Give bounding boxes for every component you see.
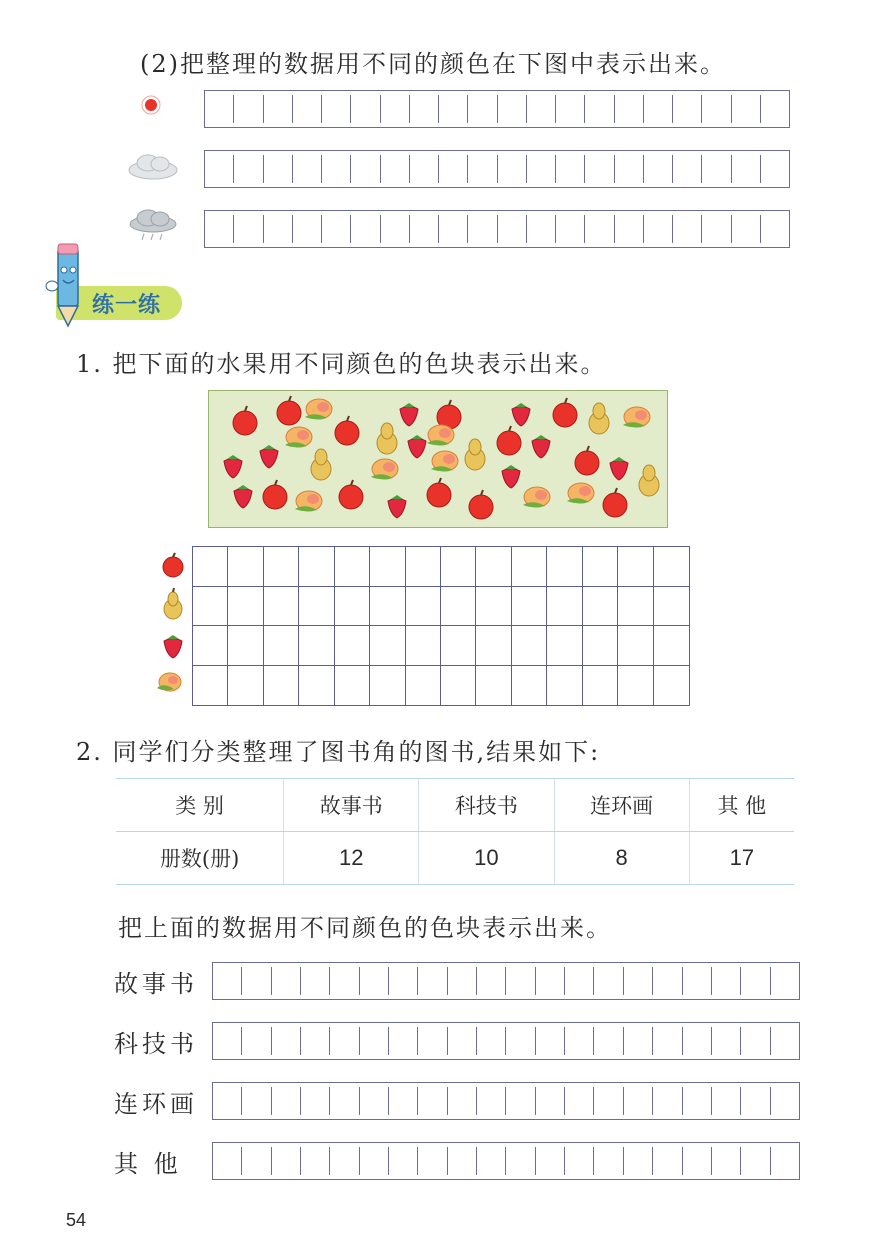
grid-cell[interactable] [322, 215, 351, 243]
grid-cell[interactable] [702, 215, 731, 243]
grid-cell[interactable] [205, 95, 234, 123]
grid-cell[interactable] [389, 967, 418, 995]
grid-cell[interactable] [193, 587, 228, 627]
grid-cell[interactable] [299, 666, 334, 706]
grid-cell[interactable] [653, 1087, 682, 1115]
grid-cell[interactable] [322, 155, 351, 183]
grid-cell[interactable] [583, 587, 618, 627]
grid-cell[interactable] [335, 547, 370, 587]
pencil-mascot-icon [44, 240, 94, 330]
grid-cell[interactable] [536, 967, 565, 995]
peach-icon [431, 451, 458, 471]
grid-cell[interactable] [583, 666, 618, 706]
table-row [116, 832, 794, 885]
header-cell: 其 他 [689, 779, 794, 832]
table-header-row [116, 779, 794, 832]
grid-cell[interactable] [702, 95, 731, 123]
grid-cell[interactable] [594, 1147, 623, 1175]
grid-cell[interactable] [468, 215, 497, 243]
grid-cell[interactable] [234, 215, 263, 243]
peach-icon [623, 407, 650, 427]
grid-cell[interactable] [264, 155, 293, 183]
grid-cell[interactable] [618, 626, 653, 666]
science-book-bar-grid[interactable] [212, 1022, 800, 1060]
grid-cell[interactable] [351, 95, 380, 123]
grid-cell[interactable] [536, 1087, 565, 1115]
grid-cell[interactable] [360, 1027, 389, 1055]
grid-cell[interactable] [330, 1147, 359, 1175]
grid-cell[interactable] [476, 626, 511, 666]
apple-icon [339, 480, 363, 509]
peach-icon [427, 425, 454, 445]
row-label-science: 科技书 [114, 1030, 198, 1058]
grid-cell[interactable] [228, 547, 263, 587]
grid-cell[interactable] [476, 666, 511, 706]
strawberry-icon [408, 435, 426, 458]
grid-cell[interactable] [448, 1147, 477, 1175]
grid-cell[interactable] [441, 626, 476, 666]
grid-cell[interactable] [506, 1147, 535, 1175]
grid-cell[interactable] [441, 587, 476, 627]
grid-cell[interactable] [468, 95, 497, 123]
grid-cell[interactable] [771, 1147, 799, 1175]
grid-cell[interactable] [624, 1027, 653, 1055]
header-cell: 类 别 [116, 779, 284, 832]
comic-book-bar-grid[interactable] [212, 1082, 800, 1120]
practice-badge-label: 练一练 [92, 292, 162, 318]
grid-cell[interactable] [653, 967, 682, 995]
grid-cell[interactable] [441, 666, 476, 706]
grid-cell[interactable] [381, 95, 410, 123]
grid-cell[interactable] [193, 547, 228, 587]
grid-cell[interactable] [410, 95, 439, 123]
grid-cell[interactable] [193, 626, 228, 666]
grid-cell[interactable] [618, 587, 653, 627]
grid-cell[interactable] [512, 547, 547, 587]
grid-cell[interactable] [741, 1027, 770, 1055]
pear-icon [377, 423, 397, 454]
grid-cell[interactable] [370, 547, 405, 587]
row-label-cell: 册数(册) [116, 832, 284, 885]
strawberry-icon [502, 465, 520, 488]
strawberry-icon [224, 455, 242, 478]
rain-bar-grid[interactable] [204, 210, 790, 248]
grid-cell[interactable] [732, 215, 761, 243]
grid-cell[interactable] [351, 155, 380, 183]
grid-cell[interactable] [583, 547, 618, 587]
grid-cell[interactable] [506, 967, 535, 995]
fruit-picture [208, 390, 668, 528]
grid-cell[interactable] [360, 1087, 389, 1115]
grid-cell[interactable] [615, 155, 644, 183]
grid-cell[interactable] [439, 95, 468, 123]
grid-cell[interactable] [213, 1147, 242, 1175]
grid-cell[interactable] [741, 1147, 770, 1175]
grid-cell[interactable] [228, 626, 263, 666]
grid-cell[interactable] [624, 1147, 653, 1175]
grid-cell[interactable] [683, 1147, 712, 1175]
q2-prompt: 2. 同学们分类整理了图书角的图书,结果如下: [76, 738, 601, 766]
grid-cell[interactable] [264, 215, 293, 243]
grid-cell[interactable] [624, 1087, 653, 1115]
grid-cell[interactable] [476, 547, 511, 587]
row-label-story: 故事书 [114, 970, 198, 998]
strawberry-icon [512, 403, 530, 426]
grid-cell[interactable] [547, 587, 582, 627]
grid-cell[interactable] [585, 215, 614, 243]
grid-cell[interactable] [477, 1027, 506, 1055]
grid-cell[interactable] [272, 1147, 301, 1175]
value-cell: 12 [284, 832, 419, 885]
peach-icon [523, 487, 550, 507]
grid-cell[interactable] [389, 1027, 418, 1055]
grid-cell[interactable] [293, 215, 322, 243]
grid-cell[interactable] [512, 626, 547, 666]
strawberry-icon [400, 403, 418, 426]
grid-cell[interactable] [381, 215, 410, 243]
grid-cell[interactable] [594, 1027, 623, 1055]
grid-cell[interactable] [370, 626, 405, 666]
grid-cell[interactable] [293, 155, 322, 183]
grid-cell[interactable] [654, 547, 689, 587]
grid-cell[interactable] [771, 1087, 799, 1115]
grid-cell[interactable] [213, 967, 242, 995]
apple-icon [335, 416, 359, 445]
grid-cell[interactable] [406, 587, 441, 627]
peach-icon [154, 668, 188, 694]
grid-cell[interactable] [732, 95, 761, 123]
grid-cell[interactable] [712, 1087, 741, 1115]
apple-icon [497, 426, 521, 455]
grid-cell[interactable] [389, 1147, 418, 1175]
peach-icon [295, 491, 322, 511]
grid-cell[interactable] [527, 215, 556, 243]
grid-cell[interactable] [585, 95, 614, 123]
pear-icon [160, 588, 186, 620]
grid-cell[interactable] [547, 666, 582, 706]
grid-cell[interactable] [213, 1087, 242, 1115]
peach-icon [371, 459, 398, 479]
grid-cell[interactable] [360, 967, 389, 995]
grid-cell[interactable] [615, 95, 644, 123]
cloud-icon [126, 150, 180, 182]
grid-cell[interactable] [477, 1147, 506, 1175]
grid-cell[interactable] [410, 215, 439, 243]
grid-cell[interactable] [264, 626, 299, 666]
value-cell: 10 [419, 832, 554, 885]
grid-cell[interactable] [624, 967, 653, 995]
grid-cell[interactable] [242, 1147, 271, 1175]
grid-cell[interactable] [654, 626, 689, 666]
grid-cell[interactable] [536, 1027, 565, 1055]
grid-cell[interactable] [370, 666, 405, 706]
grid-cell[interactable] [594, 1087, 623, 1115]
grid-cell[interactable] [565, 1027, 594, 1055]
cloud-bar-grid[interactable] [204, 150, 790, 188]
grid-cell[interactable] [654, 587, 689, 627]
peach-icon [305, 399, 332, 419]
grid-cell[interactable] [771, 1027, 799, 1055]
grid-cell[interactable] [712, 1147, 741, 1175]
grid-cell[interactable] [335, 626, 370, 666]
grid-cell[interactable] [673, 155, 702, 183]
grid-cell[interactable] [381, 155, 410, 183]
grid-cell[interactable] [205, 155, 234, 183]
grid-cell[interactable] [301, 1027, 330, 1055]
value-cell: 17 [689, 832, 794, 885]
grid-cell[interactable] [406, 547, 441, 587]
grid-cell[interactable] [618, 666, 653, 706]
strawberry-icon [610, 457, 628, 480]
grid-cell[interactable] [771, 967, 799, 995]
fruit-scatter [209, 391, 666, 526]
grid-cell[interactable] [322, 95, 351, 123]
grid-cell[interactable] [242, 1027, 271, 1055]
grid-cell[interactable] [556, 155, 585, 183]
grid-cell[interactable] [683, 1027, 712, 1055]
row-label-comic: 连环画 [114, 1090, 198, 1118]
value-cell: 8 [554, 832, 689, 885]
grid-cell[interactable] [272, 967, 301, 995]
page-number: 54 [66, 1210, 87, 1230]
apple-icon [233, 406, 257, 435]
grid-cell[interactable] [512, 666, 547, 706]
grid-cell[interactable] [272, 1087, 301, 1115]
grid-cell[interactable] [618, 547, 653, 587]
grid-cell[interactable] [527, 95, 556, 123]
grid-cell[interactable] [330, 1027, 359, 1055]
grid-cell[interactable] [293, 95, 322, 123]
grid-cell[interactable] [477, 967, 506, 995]
grid-cell[interactable] [360, 1147, 389, 1175]
grid-cell[interactable] [594, 967, 623, 995]
header-cell: 科技书 [419, 779, 554, 832]
grid-cell[interactable] [476, 587, 511, 627]
grid-cell[interactable] [653, 1147, 682, 1175]
sun-bar-grid[interactable] [204, 90, 790, 128]
grid-cell[interactable] [741, 1087, 770, 1115]
grid-cell[interactable] [653, 1027, 682, 1055]
grid-cell[interactable] [527, 155, 556, 183]
grid-cell[interactable] [410, 155, 439, 183]
grid-cell[interactable] [418, 1147, 447, 1175]
grid-cell[interactable] [644, 215, 673, 243]
grid-cell[interactable] [761, 215, 789, 243]
grid-cell[interactable] [272, 1027, 301, 1055]
q2-instruction: 把上面的数据用不同颜色的色块表示出来。 [118, 914, 612, 942]
grid-cell[interactable] [242, 1087, 271, 1115]
grid-cell[interactable] [351, 215, 380, 243]
book-table [116, 778, 794, 885]
grid-cell[interactable] [406, 626, 441, 666]
other-book-bar-grid[interactable] [212, 1142, 800, 1180]
rain-cloud-icon [126, 206, 180, 244]
apple-icon [575, 446, 599, 475]
grid-cell[interactable] [556, 215, 585, 243]
grid-cell[interactable] [301, 967, 330, 995]
grid-cell[interactable] [565, 1087, 594, 1115]
grid-cell[interactable] [228, 666, 263, 706]
grid-cell[interactable] [418, 1087, 447, 1115]
grid-cell[interactable] [370, 587, 405, 627]
grid-cell[interactable] [547, 626, 582, 666]
grid-cell[interactable] [477, 1087, 506, 1115]
grid-cell[interactable] [418, 1027, 447, 1055]
grid-cell[interactable] [565, 1147, 594, 1175]
story-book-bar-grid[interactable] [212, 962, 800, 1000]
grid-cell[interactable] [228, 587, 263, 627]
pear-icon [589, 403, 609, 434]
grid-cell[interactable] [761, 95, 789, 123]
strawberry-icon [160, 632, 186, 660]
grid-cell[interactable] [683, 967, 712, 995]
pear-icon [311, 449, 331, 480]
grid-cell[interactable] [506, 1087, 535, 1115]
grid-cell[interactable] [644, 155, 673, 183]
grid-cell[interactable] [406, 666, 441, 706]
grid-cell[interactable] [448, 1027, 477, 1055]
grid-cell[interactable] [498, 155, 527, 183]
apple-icon [603, 488, 627, 517]
grid-cell[interactable] [732, 155, 761, 183]
q1-prompt: 1. 把下面的水果用不同颜色的色块表示出来。 [76, 350, 607, 378]
part2-prompt: (2)把整理的数据用不同的颜色在下图中表示出来。 [140, 50, 726, 78]
grid-cell[interactable] [335, 666, 370, 706]
peach-icon [285, 427, 312, 447]
grid-cell[interactable] [234, 155, 263, 183]
grid-cell[interactable] [547, 547, 582, 587]
grid-cell[interactable] [439, 215, 468, 243]
grid-cell[interactable] [213, 1027, 242, 1055]
grid-cell[interactable] [654, 666, 689, 706]
grid-cell[interactable] [205, 215, 234, 243]
grid-cell[interactable] [712, 1027, 741, 1055]
apple-icon [160, 552, 186, 578]
grid-cell[interactable] [673, 95, 702, 123]
grid-cell[interactable] [702, 155, 731, 183]
grid-cell[interactable] [301, 1087, 330, 1115]
apple-icon [277, 396, 301, 425]
apple-icon [263, 480, 287, 509]
pear-icon [465, 439, 485, 470]
row-label-other: 其 他 [114, 1150, 182, 1178]
grid-cell[interactable] [234, 95, 263, 123]
grid-cell[interactable] [264, 95, 293, 123]
grid-cell[interactable] [565, 967, 594, 995]
apple-icon [427, 478, 451, 507]
grid-cell[interactable] [242, 967, 271, 995]
header-cell: 连环画 [554, 779, 689, 832]
strawberry-icon [234, 485, 252, 508]
grid-cell[interactable] [498, 215, 527, 243]
grid-cell[interactable] [506, 1027, 535, 1055]
grid-cell[interactable] [512, 587, 547, 627]
grid-cell[interactable] [683, 1087, 712, 1115]
grid-cell[interactable] [583, 626, 618, 666]
grid-cell[interactable] [644, 95, 673, 123]
sun-icon [140, 94, 162, 116]
grid-cell[interactable] [264, 666, 299, 706]
grid-cell[interactable] [330, 1087, 359, 1115]
grid-cell[interactable] [712, 967, 741, 995]
grid-cell[interactable] [264, 587, 299, 627]
grid-cell[interactable] [299, 547, 334, 587]
grid-cell[interactable] [615, 215, 644, 243]
strawberry-icon [388, 495, 406, 518]
grid-cell[interactable] [299, 587, 334, 627]
grid-cell[interactable] [673, 215, 702, 243]
grid-cell[interactable] [193, 666, 228, 706]
grid-cell[interactable] [498, 95, 527, 123]
grid-cell[interactable] [299, 626, 334, 666]
grid-cell[interactable] [264, 547, 299, 587]
grid-cell[interactable] [301, 1147, 330, 1175]
grid-cell[interactable] [335, 587, 370, 627]
grid-cell[interactable] [585, 155, 614, 183]
apple-icon [553, 398, 577, 427]
strawberry-icon [532, 435, 550, 458]
grid-cell[interactable] [448, 1087, 477, 1115]
grid-cell[interactable] [439, 155, 468, 183]
grid-cell[interactable] [441, 547, 476, 587]
pear-icon [639, 465, 659, 496]
apple-icon [469, 490, 493, 519]
grid-cell[interactable] [418, 967, 447, 995]
grid-cell[interactable] [556, 95, 585, 123]
grid-cell[interactable] [761, 155, 789, 183]
grid-cell[interactable] [330, 967, 359, 995]
grid-cell[interactable] [389, 1087, 418, 1115]
peach-icon [567, 483, 594, 503]
grid-cell[interactable] [468, 155, 497, 183]
strawberry-icon [260, 445, 278, 468]
header-cell: 故事书 [284, 779, 419, 832]
grid-cell[interactable] [448, 967, 477, 995]
fruit-grid[interactable] [192, 546, 690, 706]
grid-cell[interactable] [741, 967, 770, 995]
grid-cell[interactable] [536, 1147, 565, 1175]
